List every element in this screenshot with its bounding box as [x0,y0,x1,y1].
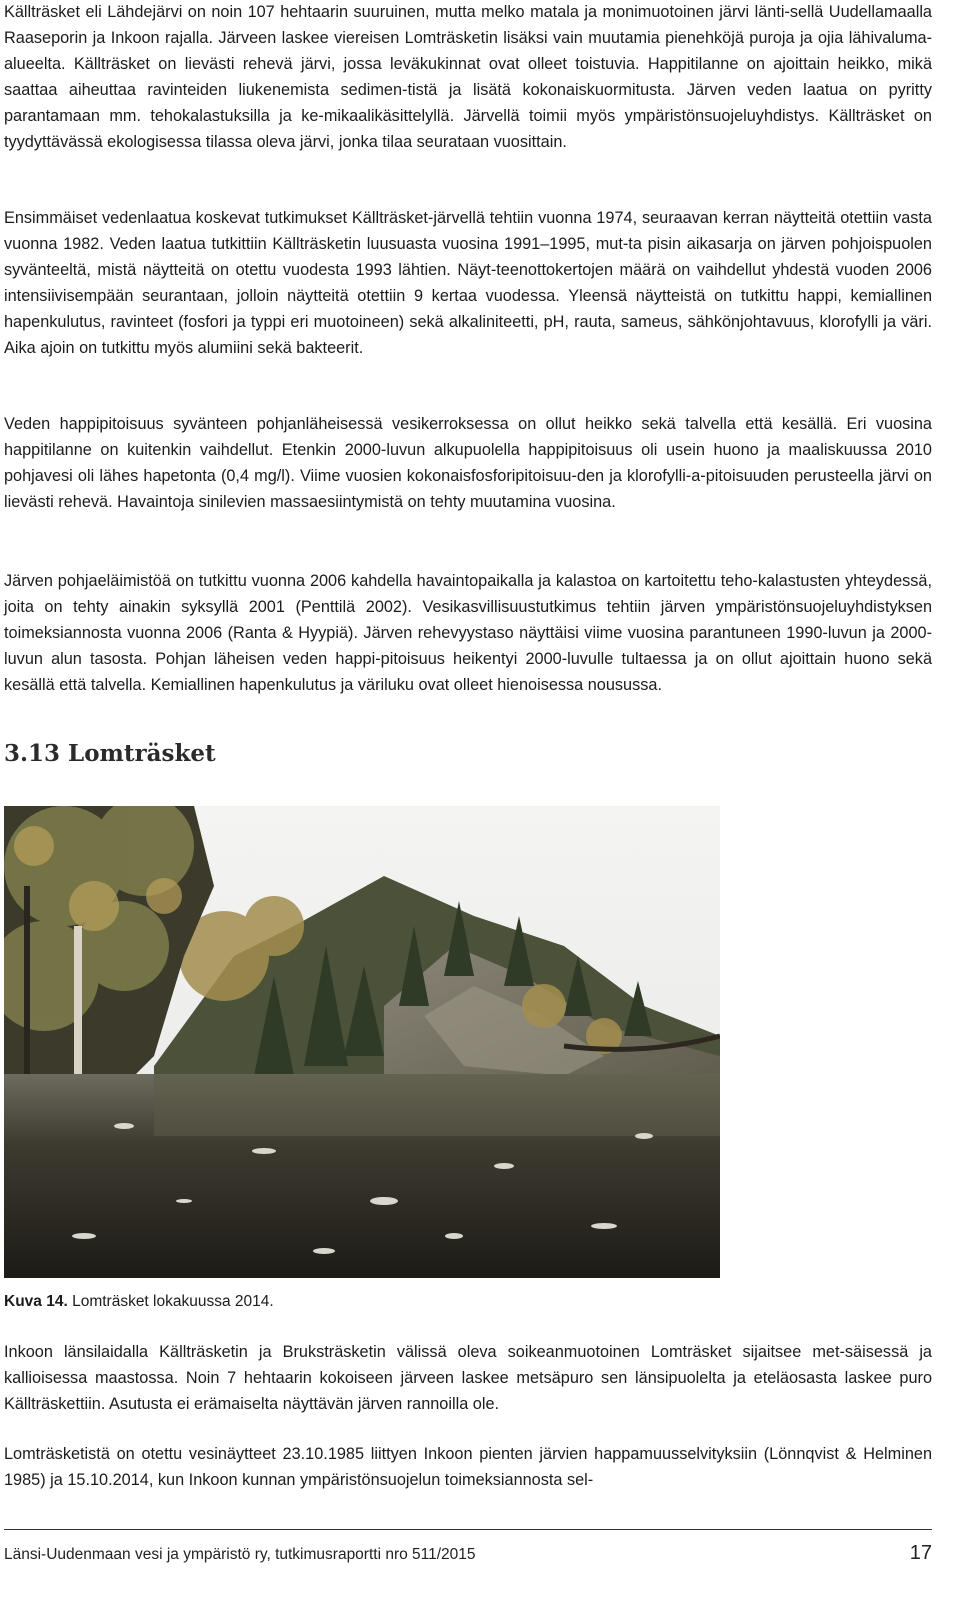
page-footer [4,1542,932,1564]
paragraph-lomträsket-description: Inkoon länsilaidalla Källträsketin ja Bruksträsketin välissä oleva soikeanmuotoinen Lomträsket sijaitsee met-säisessä ja kallioisessa maastossa. Noin 7 hehtaarin kokoiseen järveen laskee metsäpuro sen länsipuolelta ja eteläosasta laskee puro Källträskettiin. Asutusta ei erämaiselta näyttävän järven rannoilla ole. [4,1343,932,1413]
paragraph-kallträsket-intro: Källträsket eli Lähdejärvi on noin 107 hehtaarin suuruinen, mutta melko matala ja monimuotoinen järvi länti-sellä Uudellamaalla Raaseporin ja Inkoon rajalla. Järveen laskee viereisen Lomträsketin lisäksi vain muutamia pienehköjä puroja ja ojia lähivaluma-alueelta. Källträsket on lievästi rehevä järvi, jossa leväkukinnat ovat olleet toistuvia. Happitilanne on ajoittain heikko, mikä saattaa aiheuttaa ravinteiden liukenemista sedimen-tistä ja lisätä kokonaiskuormitusta. Järven veden laatua on pyritty parantamaan mm. tehokalastuksilla ja ke-mikaalikäsittelyllä. Järvellä toimii myös ympäristönsuojeluyhdistys. Källträsket on tyydyttävässä ekologisessa tilassa oleva järvi, jonka tilaa seurataan vuosittain. [4,3,932,151]
footer-divider [4,1529,932,1530]
figure-label: Kuva 14. [4,1293,68,1310]
paragraph-water-quality-history: Ensimmäiset vedenlaatua koskevat tutkimukset Källträsket-järvellä tehtiin vuonna 1974, seuraavan kerran näytteitä otettiin vasta vuonna 1982. Veden laatua tutkittiin Källträsketin luusuasta vuosina 1991–1995, mut-ta pisin aikasarja on järven pohjoispuolen syvänteeltä, mistä näytteitä on otettu vuodesta 1993 lähtien. Näyt-teenottokertojen määrä on vaihdellut yhdestä vuoden 2006 intensiivisempään seurantaan, jolloin näytteitä otettiin 9 kertaa vuodessa. Yleensä näytteistä on tutkittu happi, kemiallinen hapenkulutus, ravinteet (fosfori ja typpi eri muotoineen) sekä alkaliniteetti, pH, rauta, sameus, sähkönjohtavuus, klorofylli ja väri. Aika ajoin on tutkittu myös alumiini sekä bakteerit. [4,209,932,357]
paragraph-lomträsket-sampling: Lomträsketistä on otettu vesinäytteet 23.10.1985 liittyen Inkoon pienten järvien happamuusselvityksiin (Lönnqvist & Helminen 1985) ja 15.10.2014, kun Inkoon kunnan ympäristönsuojelun toimeksiannosta sel- [4,1445,932,1489]
footer-text: Länsi-Uudenmaan vesi ja ympäristö ry, tutkimusraportti nro 511/2015 [4,1546,476,1563]
lake-photo [4,806,720,1278]
paragraph-benthic-fauna: Järven pohjaeläimistöä on tutkittu vuonna 2006 kahdella havaintopaikalla ja kalastoa on kartoitettu teho-kalastusten yhteydessä, joita on tehty ainakin syksyllä 2001 (Penttilä 2002). Vesikasvillisuustutkimus tehtiin järven ympäristönsuojeluyhdistyksen toimeksiannosta vuonna 2006 (Ranta & Hyypiä). Järven rehevyystaso näyttäisi viime vuosina parantuneen 1990-luvun ja 2000-luvun alun tasosta. Pohjan läheisen veden happi-pitoisuus heikentyi 2000-luvulle tultaessa ja on ollut ajoittain huono sekä kesällä että talvella. Kemiallinen hapenkulutus ja väriluku ovat olleet hienoisessa nousussa. [4,572,932,694]
figure-caption [4,1293,274,1311]
figure-caption-text: Lomträsket lokakuussa 2014. [67,1293,274,1310]
paragraph-oxygen-status: Veden happipitoisuus syvänteen pohjanläheisessä vesikerroksessa on ollut heikko sekä talvella että kesällä. Eri vuosina happitilanne on kuitenkin vaihdellut. Etenkin 2000-luvun alkupuolella happipitoisuus oli usein huono ja maaliskuussa 2010 pohjavesi oli lähes hapetonta (0,4 mg/l). Viime vuosien kokonaisfosforipitoisuu-den ja klorofylli-a-pitoisuuden perusteella järvi on lievästi rehevä. Havaintoja sinilevien massaesiintymistä on tehty muutamina vuosina. [4,415,932,511]
section-heading: 3.13 Lomträsket [4,740,216,767]
page-number: 17 [909,1542,932,1564]
